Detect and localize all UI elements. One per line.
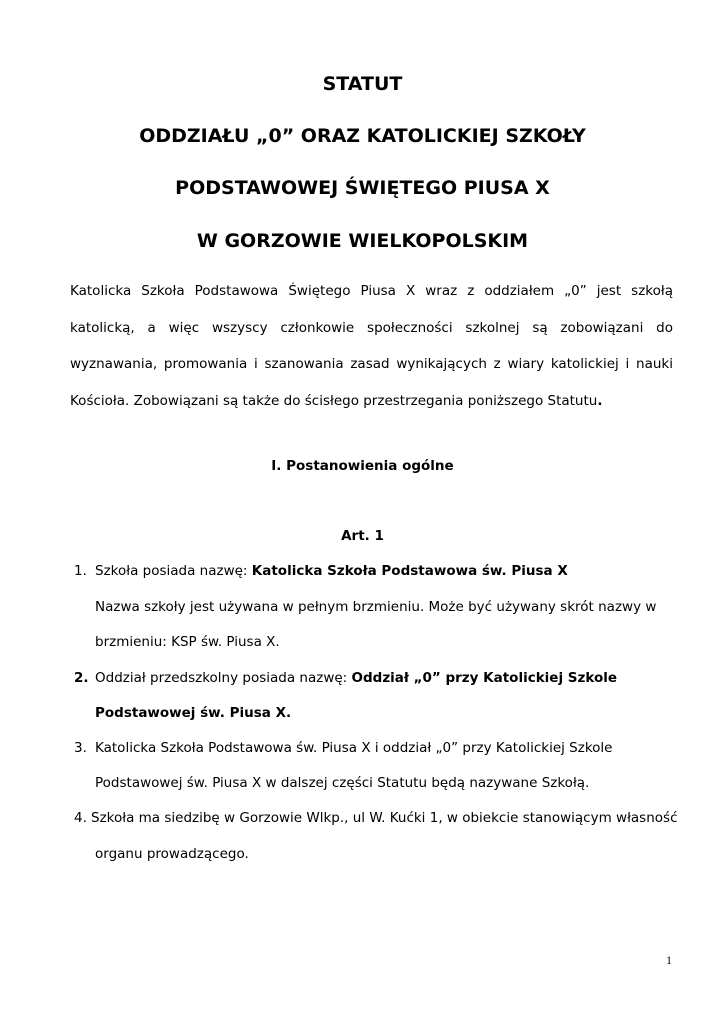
title-line-2: ODDZIAŁU „0” ORAZ KATOLICKIEJ SZKOŁY [139, 125, 586, 147]
title-line-3: PODSTAWOWEJ ŚWIĘTEGO PIUSA X [175, 177, 550, 199]
item-1-line-2: Nazwa szkoły jest używana w pełnym brzmieniu. Może być używany skrót nazwy w [95, 599, 657, 615]
item-4-number: 4. [74, 810, 87, 826]
item-1-number: 1. [74, 563, 87, 579]
item-3-line-1: Katolicka Szkoła Podstawowa św. Piusa X i oddział „0” przy Katolickiej Szkole [95, 740, 613, 756]
intro-paragraph [70, 273, 673, 419]
item-4-line-2: organu prowadzącego. [95, 846, 249, 862]
item-1-bold-name: Katolicka Szkoła Podstawowa św. Piusa X [251, 563, 568, 579]
title-line-1: STATUT [322, 73, 403, 95]
item-1-line-3: brzmieniu: KSP św. Piusa X. [95, 634, 280, 650]
article-heading: Art. 1 [341, 528, 384, 544]
item-1-prefix: Szkoła posiada nazwę: [95, 563, 252, 579]
item-4-line-1: Szkoła ma siedzibę w Gorzowie Wlkp., ul W. Kućki 1, w obiekcie stanowiącym własność [91, 810, 678, 826]
item-2-prefix: Oddział przedszkolny posiada nazwę: [95, 670, 352, 686]
item-3-line-2: Podstawowej św. Piusa X w dalszej części Statutu będą nazywane Szkołą. [95, 775, 590, 791]
intro-end: . [597, 392, 603, 409]
item-2-line-2: Podstawowej św. Piusa X. [95, 705, 292, 721]
item-1-line-1 [95, 563, 568, 579]
title-line-4: W GORZOWIE WIELKOPOLSKIM [196, 230, 529, 252]
intro-text: Katolicka Szkoła Podstawowa Świętego Piusa X wraz z oddziałem „0” jest szkołą katolicką, a więc wszyscy członkowie społeczności szkolnej są zobowiązani do wyznawania, promowania i szanowania zasad wynikających z wiary katolickiej i nauki Kościoła. Zobowiązani są także do ścisłego przestrzegania poniższego Statutu [70, 283, 673, 409]
item-3-number: 3. [74, 740, 87, 756]
item-2-bold-name: Oddział „0” przy Katolickiej Szkole [351, 670, 618, 686]
page-number: 1 [666, 953, 672, 967]
section-heading: I. Postanowienia ogólne [271, 458, 454, 474]
item-2-line-1 [95, 670, 617, 686]
item-2-number: 2. [74, 670, 89, 686]
